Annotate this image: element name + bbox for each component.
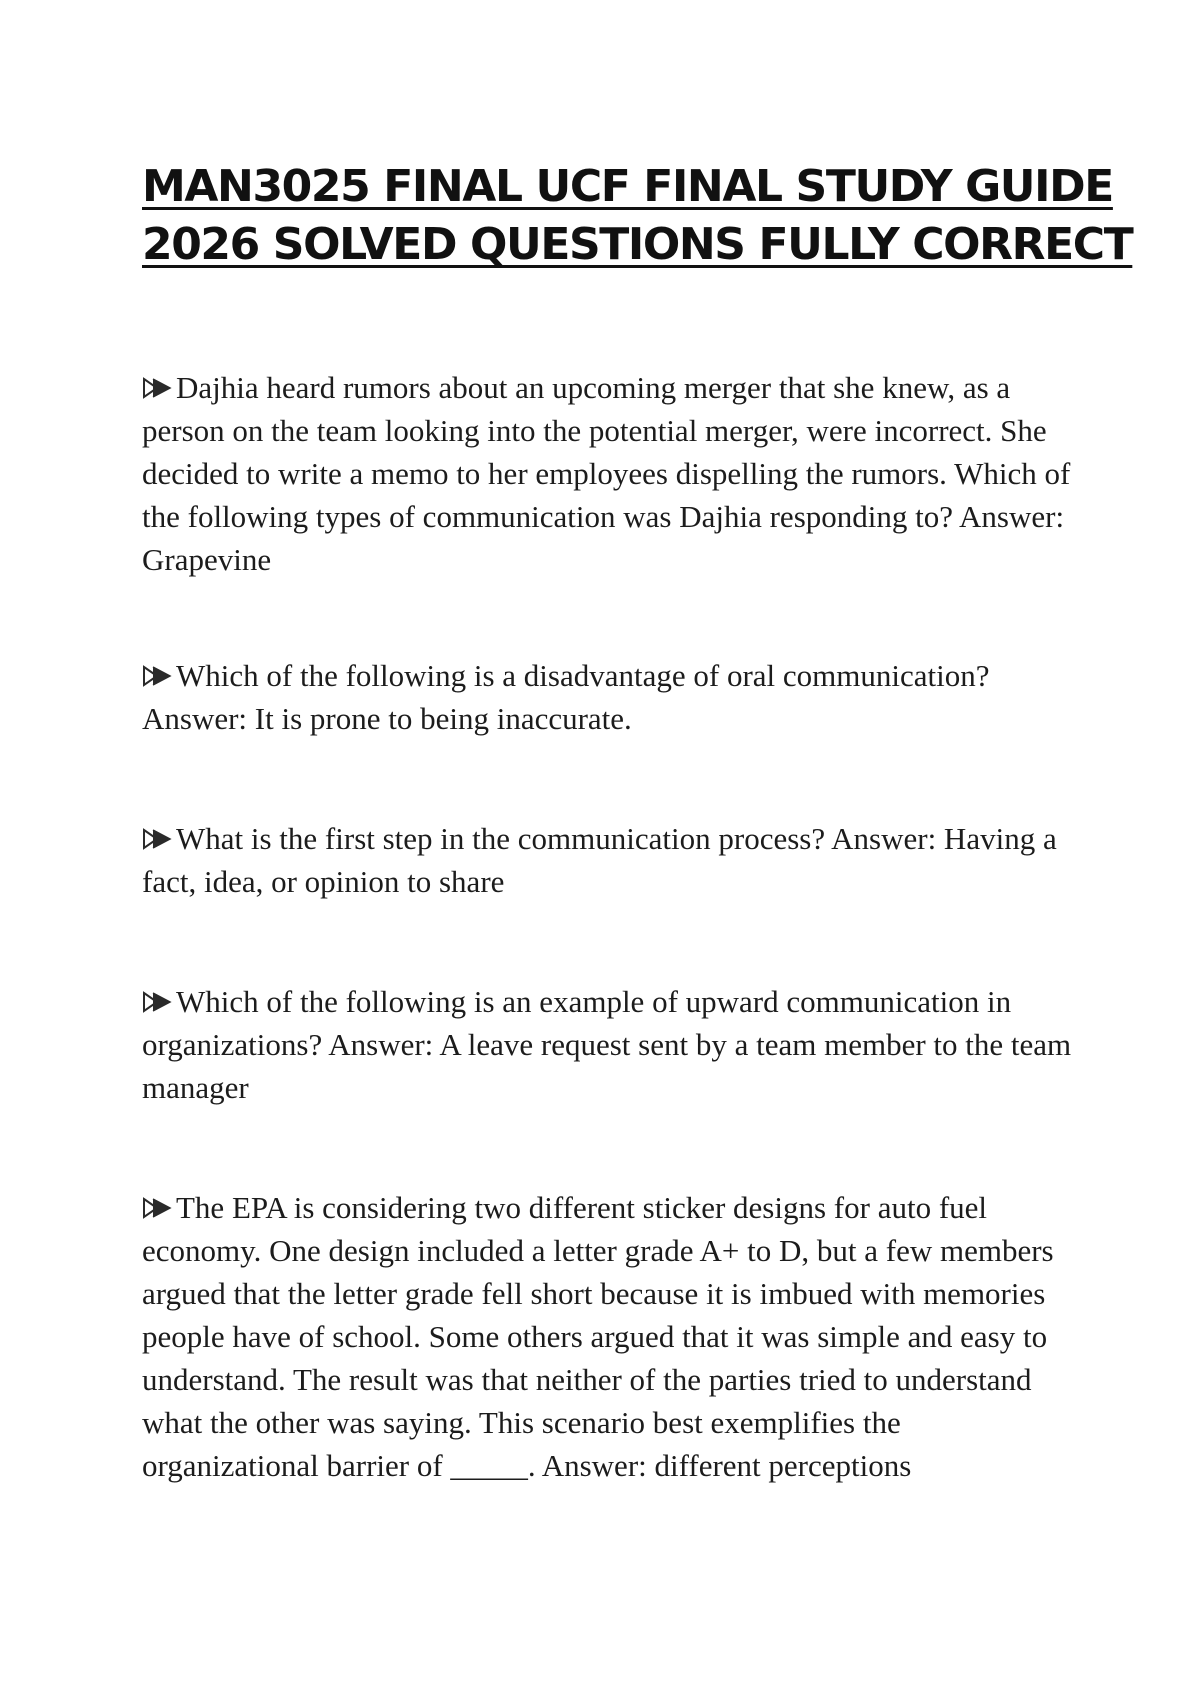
double-arrow-bullet-icon — [142, 828, 172, 850]
qa-item-text: Which of the following is a disadvantage of oral communication? Answer: It is prone to being inaccurate. — [142, 658, 990, 736]
double-arrow-bullet-icon — [142, 665, 172, 687]
qa-item-text: Which of the following is an example of upward communication in organizations? Answer: A leave request sent by a team member to the team manager — [142, 984, 1072, 1105]
qa-item-3 — [142, 817, 1077, 903]
qa-item-1 — [142, 366, 1077, 581]
double-arrow-bullet-icon — [142, 1197, 172, 1219]
document-title — [142, 158, 1133, 274]
qa-item-2 — [142, 654, 1077, 740]
qa-item-5 — [142, 1186, 1077, 1487]
qa-item-text: Dajhia heard rumors about an upcoming merger that she knew, as a person on the team looking into the potential merger, were incorrect. She decided to write a memo to her employees dispelling the rumors. Which of the following types of communication was Dajhia responding to? Answer: Grapevine — [142, 370, 1071, 577]
title-line-1: MAN3025 FINAL UCF FINAL STUDY GUIDE — [142, 161, 1113, 212]
qa-item-text: The EPA is considering two different sticker designs for auto fuel economy. One design included a letter grade A+ to D, but a few members argued that the letter grade fell short because it is imbued with memories people have of school. Some others argued that it was simple and easy to understand. The result was that neither of the parties tried to understand what the other was saying. This scenario best exemplifies the organizational barrier of _____. Answer: different perceptions — [142, 1190, 1054, 1483]
qa-item-text: What is the first step in the communication process? Answer: Having a fact, idea, or opinion to share — [142, 821, 1057, 899]
double-arrow-bullet-icon — [142, 991, 172, 1013]
title-line-2: 2026 SOLVED QUESTIONS FULLY CORRECT — [142, 219, 1133, 270]
double-arrow-bullet-icon — [142, 377, 172, 399]
qa-item-4 — [142, 980, 1077, 1109]
